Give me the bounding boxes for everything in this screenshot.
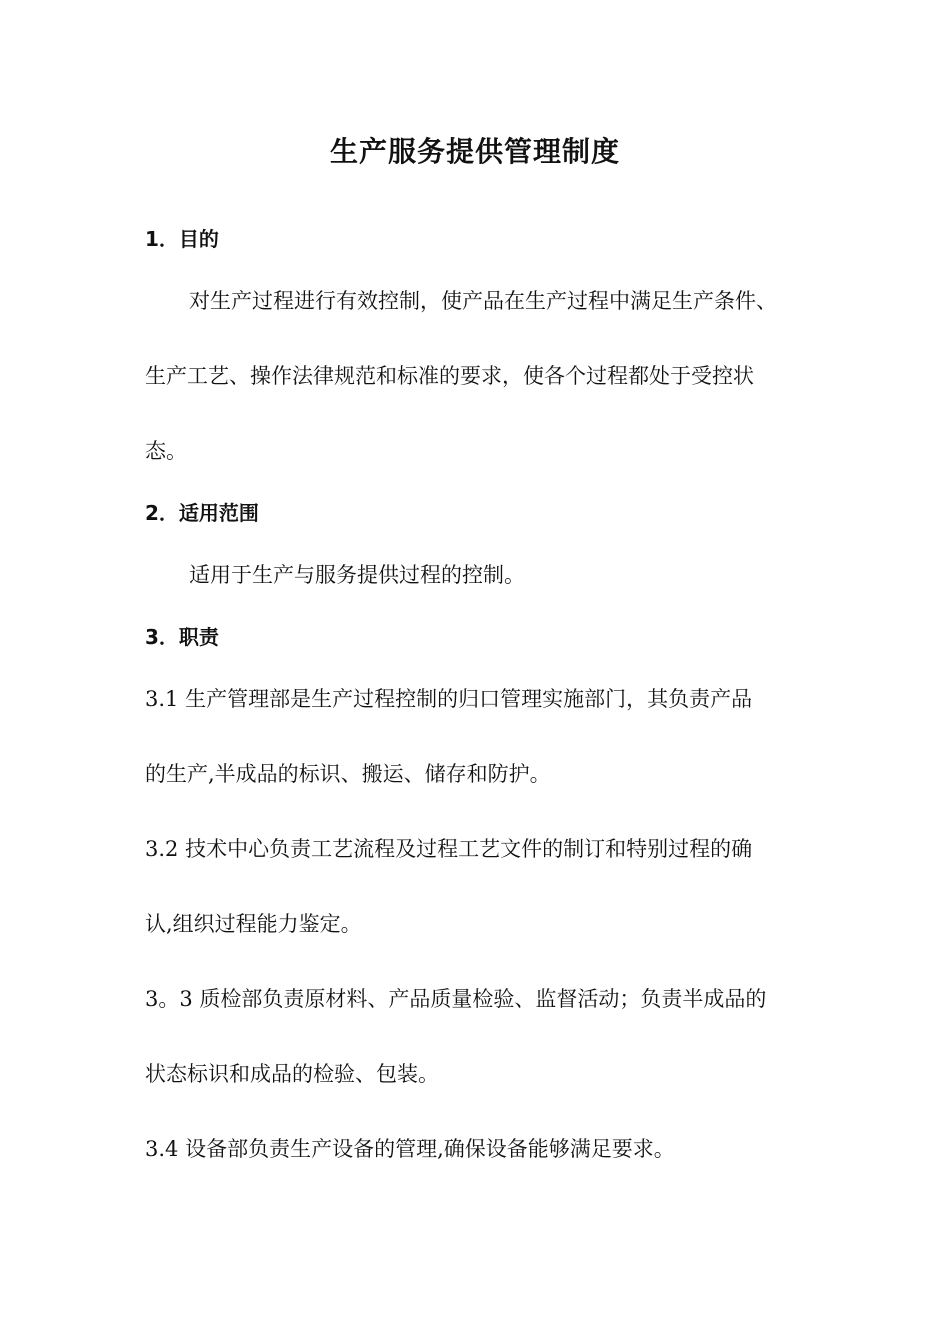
paragraph-line: 适用于生产与服务提供过程的控制。 [189,563,525,587]
list-item-3-1: 3.1 生产管理部是生产过程控制的归口管理实施部门，其负责产品 [145,687,753,711]
list-item-3-3-continued: 状态标识和成品的检验、包装。 [145,1062,439,1086]
document-title: 生产服务提供管理制度 [329,135,620,168]
paragraph-line: 生产工艺、操作法律规范和标准的要求，使各个过程都处于受控状 [145,364,754,388]
list-item-3-3: 3。3 质检部负责原材料、产品质量检验、监督活动；负责半成品的 [145,987,767,1011]
section-heading-purpose: 1．目的 [145,227,219,251]
list-item-3-4: 3.4 设备部负责生产设备的管理,确保设备能够满足要求。 [145,1137,675,1161]
list-item-3-1-continued: 的生产,半成品的标识、搬运、储存和防护。 [145,762,551,786]
list-item-3-2: 3.2 技术中心负责工艺流程及过程工艺文件的制订和特别过程的确 [145,837,753,861]
section-heading-scope: 2．适用范围 [145,501,259,525]
paragraph-line: 对生产过程进行有效控制，使产品在生产过程中满足生产条件、 [189,289,777,313]
section-heading-duties: 3．职责 [145,625,219,649]
list-item-3-2-continued: 认,组织过程能力鉴定。 [145,912,362,936]
paragraph-line: 态。 [145,439,187,463]
